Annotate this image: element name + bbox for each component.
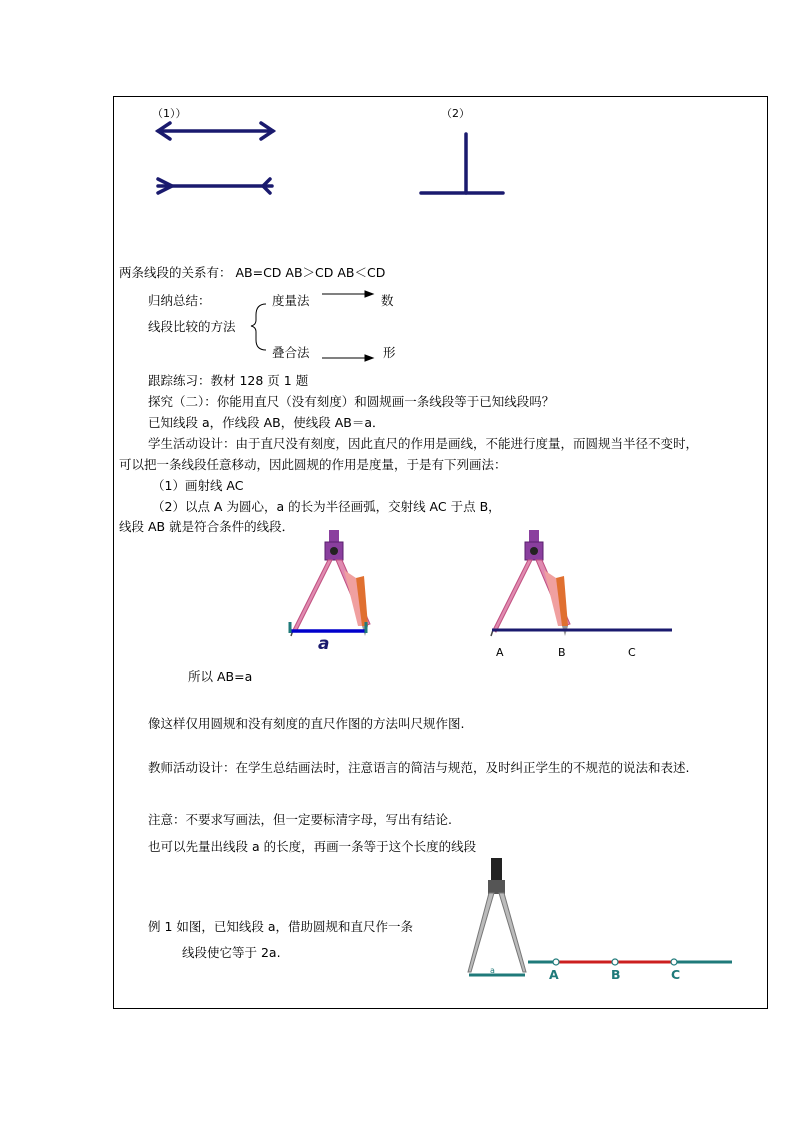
- step-1: （1）画射线 AC: [152, 478, 244, 493]
- point-a: [553, 959, 559, 965]
- so-text: 所以 AB=a: [188, 669, 253, 684]
- example-line1: 例 1 如图，已知线段 a，借助圆规和直尺作一条: [148, 919, 414, 934]
- known-text: 已知线段 a，作线段 AB，使线段 AB＝a．: [148, 415, 385, 430]
- definition-text: 像这样仅用圆规和没有刻度的直尺作图的方法叫尺规作图.: [148, 716, 465, 731]
- step-2: （2）以点 A 为圆心，a 的长为半径画弧，交射线 AC 于点 B，: [152, 499, 501, 514]
- example-point-a-label: A: [549, 967, 559, 982]
- student-activity-line2: 可以把一条线段任意移动，因此圆规的作用是度量，于是有下列画法：: [119, 457, 507, 472]
- example-segment-label-a: a: [490, 966, 495, 975]
- student-activity-line1: 学生活动设计：由于直尺没有刻度，因此直尺的作用是画线，不能进行度量，而圆规当半径不变时，: [148, 436, 699, 451]
- note-text: 注意：不要求写画法，但一定要标清字母，写出有结论.: [148, 812, 452, 827]
- also-text: 也可以先量出线段 a 的长度，再画一条等于这个长度的线段: [148, 839, 477, 854]
- point-a-label: A: [496, 646, 504, 659]
- result-number: 数: [381, 293, 394, 308]
- point-b: [612, 959, 618, 965]
- point-b-label: B: [558, 646, 566, 659]
- compass-handle-icon: [491, 858, 502, 880]
- segment-label-a: a: [318, 634, 330, 654]
- example-line2: 线段使它等于 2a.: [182, 945, 281, 960]
- step-conclusion: 线段 AB 就是符合条件的线段．: [119, 519, 295, 534]
- example-point-c-label: C: [671, 967, 681, 982]
- point-c: [671, 959, 677, 965]
- practice-text: 跟踪练习：教材 128 页 1 题: [148, 373, 309, 388]
- point-c-label: C: [628, 646, 636, 659]
- branch-overlay: 叠合法: [272, 345, 310, 360]
- teacher-activity-text: 教师活动设计：在学生总结画法时，注意语言的简洁与规范，及时纠正学生的不规范的说法和表述.: [148, 760, 690, 775]
- example-point-b-label: B: [611, 967, 621, 982]
- figure-label-2: （2）: [441, 107, 470, 120]
- figure-label-1: （1））: [152, 107, 187, 120]
- summary-heading: 归纳总结：: [148, 293, 211, 308]
- result-shape: 形: [383, 345, 396, 360]
- relation-text: 两条线段的关系有： AB=CD AB＞CD AB＜CD: [119, 265, 386, 280]
- branch-measure: 度量法: [272, 293, 310, 308]
- explore-text: 探究（二）：你能用直尺（没有刻度）和圆规画一条线段等于已知线段吗？: [148, 394, 555, 409]
- method-label: 线段比较的方法: [148, 319, 236, 334]
